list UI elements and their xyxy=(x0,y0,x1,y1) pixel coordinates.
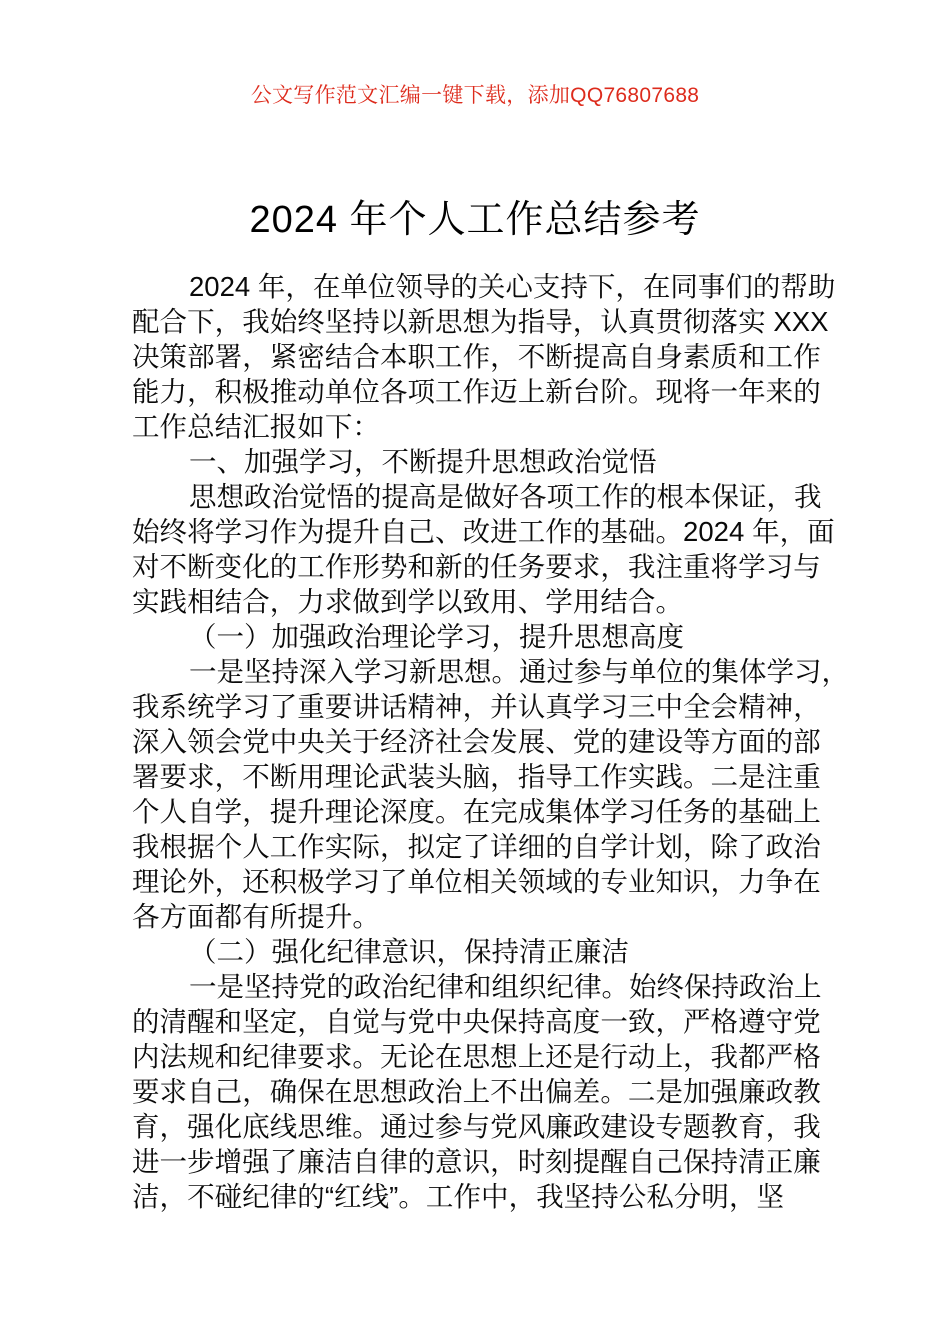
document-line: 一是坚持深入学习新思想。通过参与单位的集体学习， xyxy=(189,656,849,687)
document-line: 思想政治觉悟的提高是做好各项工作的根本保证，我 xyxy=(189,481,822,512)
document-line: 我根据个人工作实际，拟定了详细的自学计划，除了政治 xyxy=(132,831,821,862)
document-line: 对不断变化的工作形势和新的任务要求，我注重将学习与 xyxy=(132,551,821,582)
document-line: 深入领会党中央关于经济社会发展、党的建设等方面的部 xyxy=(132,726,821,757)
document-line: 育，强化底线思维。通过参与党风廉政建设专题教育，我 xyxy=(132,1111,821,1142)
document-line: 个人自学，提升理论深度。在完成集体学习任务的基础上 xyxy=(132,796,821,827)
document-line: 进一步增强了廉洁自律的意识，时刻提醒自己保持清正廉 xyxy=(132,1146,821,1177)
document-line: 配合下，我始终坚持以新思想为指导，认真贯彻落实 XXX xyxy=(132,306,829,337)
document-line: 理论外，还积极学习了单位相关领域的专业知识，力争在 xyxy=(132,866,821,897)
page-title: 2024 年个人工作总结参考 xyxy=(249,199,701,242)
document-line: 一、加强学习，不断提升思想政治觉悟 xyxy=(189,446,657,477)
document-body xyxy=(132,269,849,1214)
document-line: 2024 年，在单位领导的关心支持下，在同事们的帮助 xyxy=(189,271,836,302)
document-line: 工作总结汇报如下： xyxy=(132,411,380,442)
document-line: 一是坚持党的政治纪律和组织纪律。始终保持政治上 xyxy=(189,971,822,1002)
document-line: 的清醒和坚定，自觉与党中央保持高度一致，严格遵守党 xyxy=(132,1006,821,1037)
promo-header-text: 公文写作范文汇编一键下载，添加QQ76807688 xyxy=(250,84,700,107)
document-line: 洁，不碰纪律的“红线”。工作中，我坚持公私分明，坚 xyxy=(132,1181,785,1212)
document-line: （二）强化纪律意识，保持清正廉洁 xyxy=(189,936,629,967)
document-line: 内法规和纪律要求。无论在思想上还是行动上，我都严格 xyxy=(132,1041,821,1072)
document-line: （一）加强政治理论学习，提升思想高度 xyxy=(189,621,684,652)
document-line: 决策部署，紧密结合本职工作，不断提高自身素质和工作 xyxy=(132,341,821,372)
document-line: 始终将学习作为提升自己、改进工作的基础。2024 年，面 xyxy=(132,516,835,547)
document-line: 实践相结合，力求做到学以致用、学用结合。 xyxy=(132,586,683,617)
document-line: 我系统学习了重要讲话精神，并认真学习三中全会精神， xyxy=(132,691,821,722)
document-line: 各方面都有所提升。 xyxy=(132,901,380,932)
document-line: 能力，积极推动单位各项工作迈上新台阶。现将一年来的 xyxy=(132,376,821,407)
document-line: 要求自己，确保在思想政治上不出偏差。二是加强廉政教 xyxy=(132,1076,821,1107)
document-line: 署要求，不断用理论武装头脑，指导工作实践。二是注重 xyxy=(132,761,821,792)
